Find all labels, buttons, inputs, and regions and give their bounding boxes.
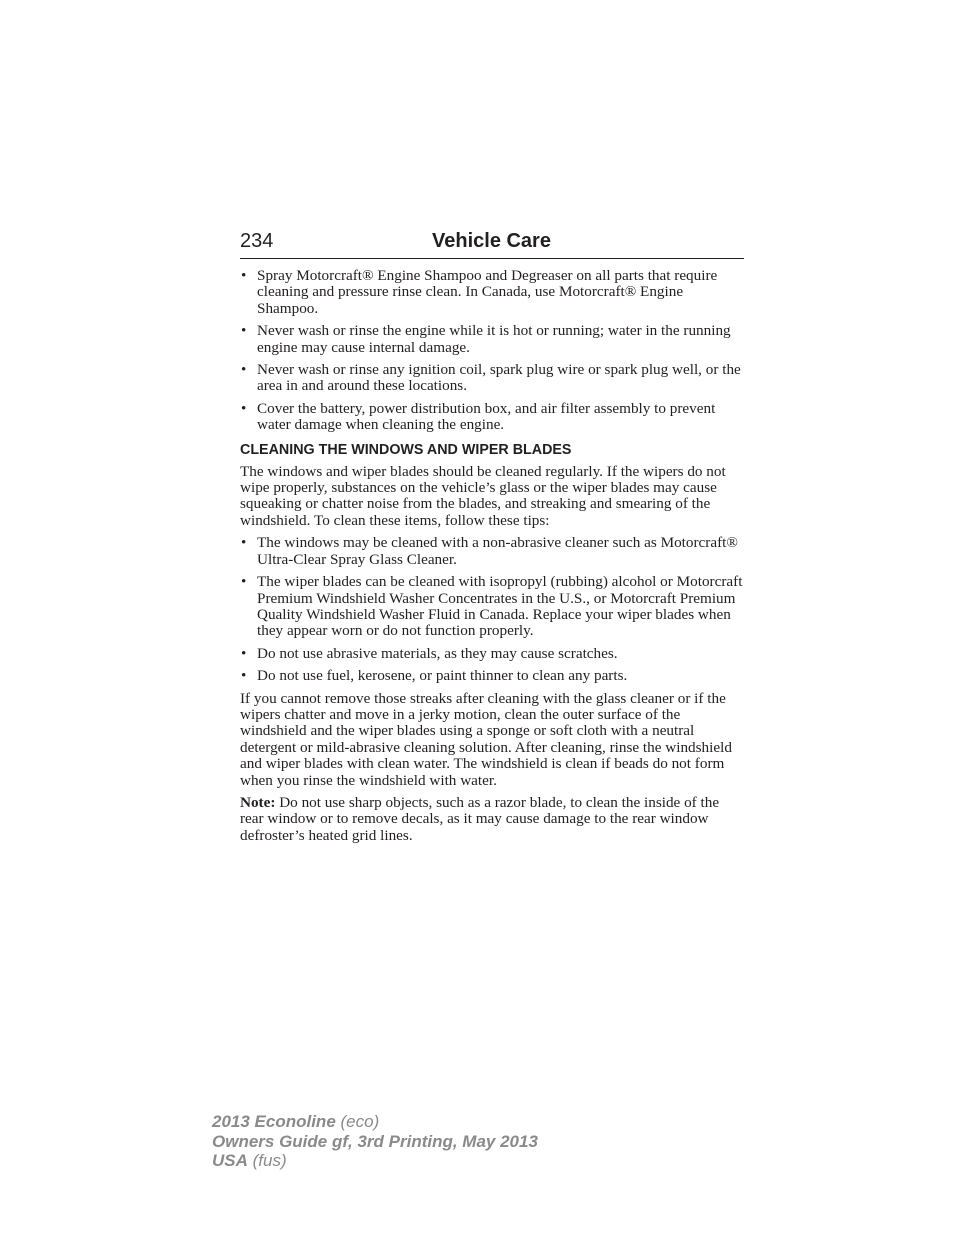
list-item: • Never wash or rinse any ignition coil, spark plug wire or spark plug well, or the area in and around these locations. <box>240 362 744 395</box>
list-item: • Never wash or rinse the engine while it is hot or running; water in the running engine may cause internal damage. <box>240 323 744 356</box>
page-number: 234 <box>240 230 274 252</box>
footer-market: USA <box>212 1151 248 1170</box>
page-header <box>240 229 744 259</box>
list-item: • Cover the battery, power distribution box, and air filter assembly to prevent water damage when cleaning the engine. <box>240 401 744 434</box>
page-content <box>240 268 744 850</box>
footer-market-code: (fus) <box>252 1151 287 1170</box>
windows-intro: The windows and wiper blades should be cleaned regularly. If the wipers do not wipe properly, substances on the vehicle’s glass or the wiper blades may cause squeaking or chatter noise from the blades, and streaking and smearing of the windshield. To clean these items, follow these tips: <box>240 462 726 529</box>
engine-cleaning-list <box>240 268 744 434</box>
windows-tips-list <box>240 535 744 684</box>
note-paragraph <box>240 795 744 844</box>
page-footer <box>212 1112 538 1171</box>
list-item: • The wiper blades can be cleaned with isopropyl (rubbing) alcohol or Motorcraft Premium Windshield Washer Concentrates in the U.S., or Motorcraft Premium Quality Windshield Washer Fluid in Canada. Replace your wiper blades when they appear worn or do not function properly. <box>240 574 744 640</box>
streaks-paragraph: If you cannot remove those streaks after cleaning with the glass cleaner or if the wipers chatter and move in a jerky motion, clean the outer surface of the windshield and the wiper blades using a sponge or soft cloth with a neutral detergent or mild-abrasive cleaning solution. After cleaning, rinse the windshield and wiper blades with clean water. The windshield is clean if beads do not form when you rinse the windshield with water. <box>240 689 732 789</box>
footer-market-line <box>212 1151 538 1171</box>
footer-guide-line <box>212 1132 538 1152</box>
footer-guide: Owners Guide gf, 3rd Printing, May 2013 <box>212 1131 538 1151</box>
note-label: Note: <box>240 793 276 811</box>
list-item: • The windows may be cleaned with a non-abrasive cleaner such as Motorcraft® Ultra-Clear Spray Glass Cleaner. <box>240 535 744 568</box>
section-title: Vehicle Care <box>432 230 551 252</box>
footer-model: 2013 Econoline <box>212 1112 336 1131</box>
list-item: • Spray Motorcraft® Engine Shampoo and Degreaser on all parts that require cleaning and pressure rinse clean. In Canada, use Motorcraft® Engine Shampoo. <box>240 268 744 317</box>
list-item: • Do not use fuel, kerosene, or paint thinner to clean any parts. <box>240 668 744 684</box>
windows-heading: CLEANING THE WINDOWS AND WIPER BLADES <box>240 441 572 458</box>
footer-model-line <box>212 1112 538 1132</box>
note-text: Do not use sharp objects, such as a razor blade, to clean the inside of the rear window or to remove decals, as it may cause damage to the rear window defroster’s heated grid lines. <box>240 793 720 844</box>
list-item: • Do not use abrasive materials, as they may cause scratches. <box>240 646 744 662</box>
footer-model-code: (eco) <box>340 1112 380 1131</box>
